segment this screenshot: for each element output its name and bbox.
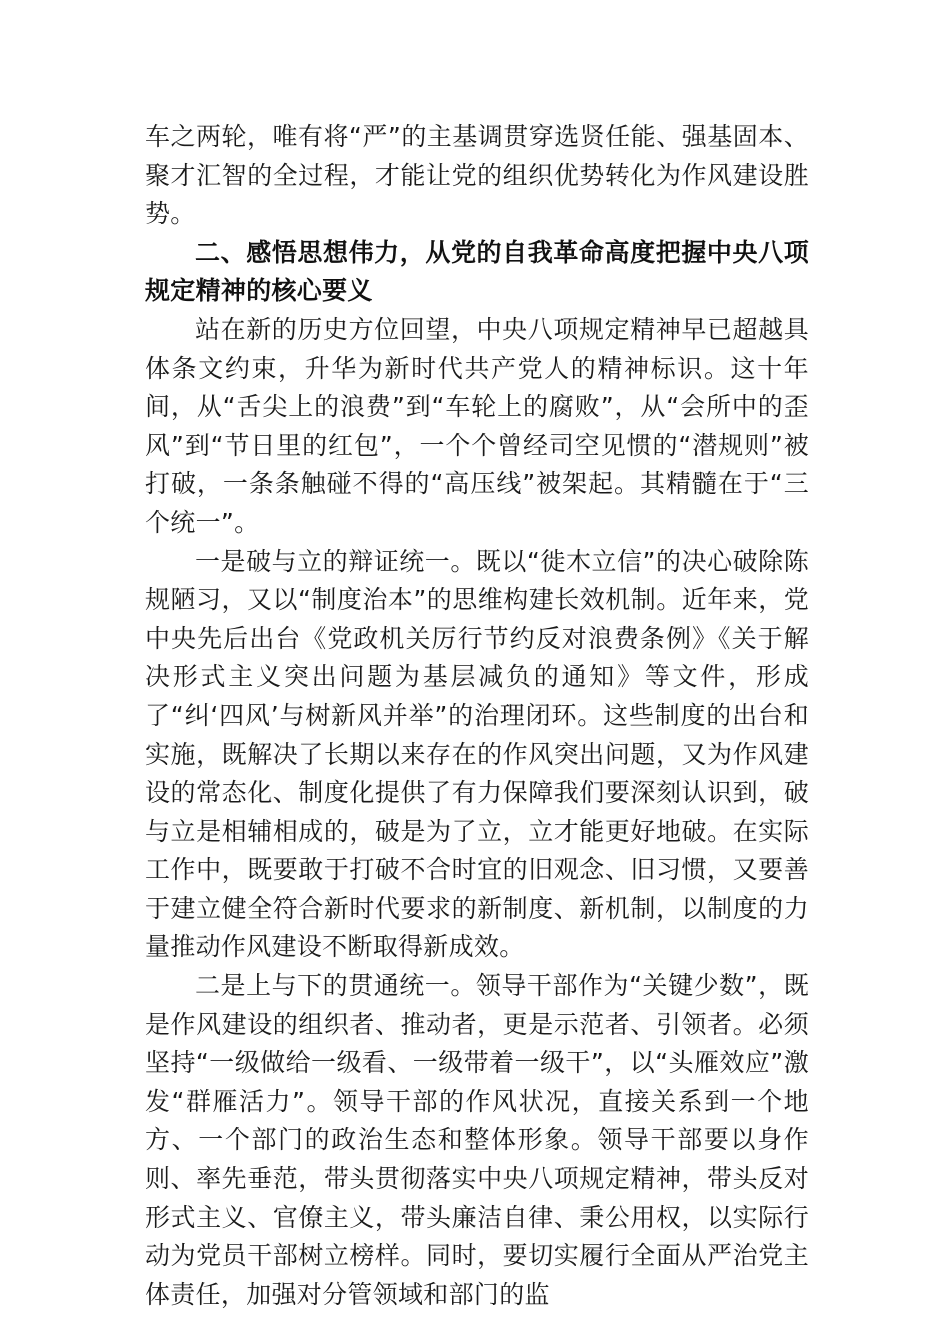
document-body: [145, 118, 809, 1314]
paragraph-point-two: 二是上与下的贯通统一。领导干部作为“关键少数”，既是作风建设的组织者、推动者，更是示范者、引领者。必须坚持“一级做给一级看、一级带着一级干”，以“头雁效应”激发“群雁活力”。领导干部的作风状况，直接关系到一个地方、一个部门的政治生态和整体形象。领导干部要以身作则、率先垂范，带头贯彻落实中央八项规定精神，带头反对形式主义、官僚主义，带头廉洁自律、秉公用权，以实际行动为党员干部树立榜样。同时，要切实履行全面从严治党主体责任，加强对分管领域和部门的监: [145, 971, 809, 1309]
paragraph-intro: 站在新的历史方位回望，中央八项规定精神早已超越具体条文约束，升华为新时代共产党人的精神标识。这十年间，从“舌尖上的浪费”到“车轮上的腐败”，从“会所中的歪风”到“节日里的红包”，一个个曾经司空见惯的“潜规则”被打破，一条条触碰不得的“高压线”被架起。其精髓在于“三个统一”。: [145, 314, 809, 537]
section-heading: 二、感悟思想伟力，从党的自我革命高度把握中央八项规定精神的核心要义: [145, 237, 809, 306]
paragraph-point-one: 一是破与立的辩证统一。既以“徙木立信”的决心破除陈规陋习，又以“制度治本”的思维构建长效机制。近年来，党中央先后出台《党政机关厉行节约反对浪费条例》《关于解决形式主义突出问题为基层减负的通知》等文件，形成了“纠‘四风’与树新风并举”的治理闭环。这些制度的出台和实施，既解决了长期以来存在的作风突出问题，又为作风建设的常态化、制度化提供了有力保障我们要深刻认识到，破与立是相辅相成的，破是为了立，立才能更好地破。在实际工作中，既要敢于打破不合时宜的旧观念、旧习惯，又要善于建立健全符合新时代要求的新制度、新机制，以制度的力量推动作风建设不断取得新成效。: [145, 546, 809, 962]
paragraph-continuation: 车之两轮，唯有将“严”的主基调贯穿选贤任能、强基固本、聚才汇智的全过程，才能让党的组织优势转化为作风建设胜势。: [145, 122, 809, 229]
